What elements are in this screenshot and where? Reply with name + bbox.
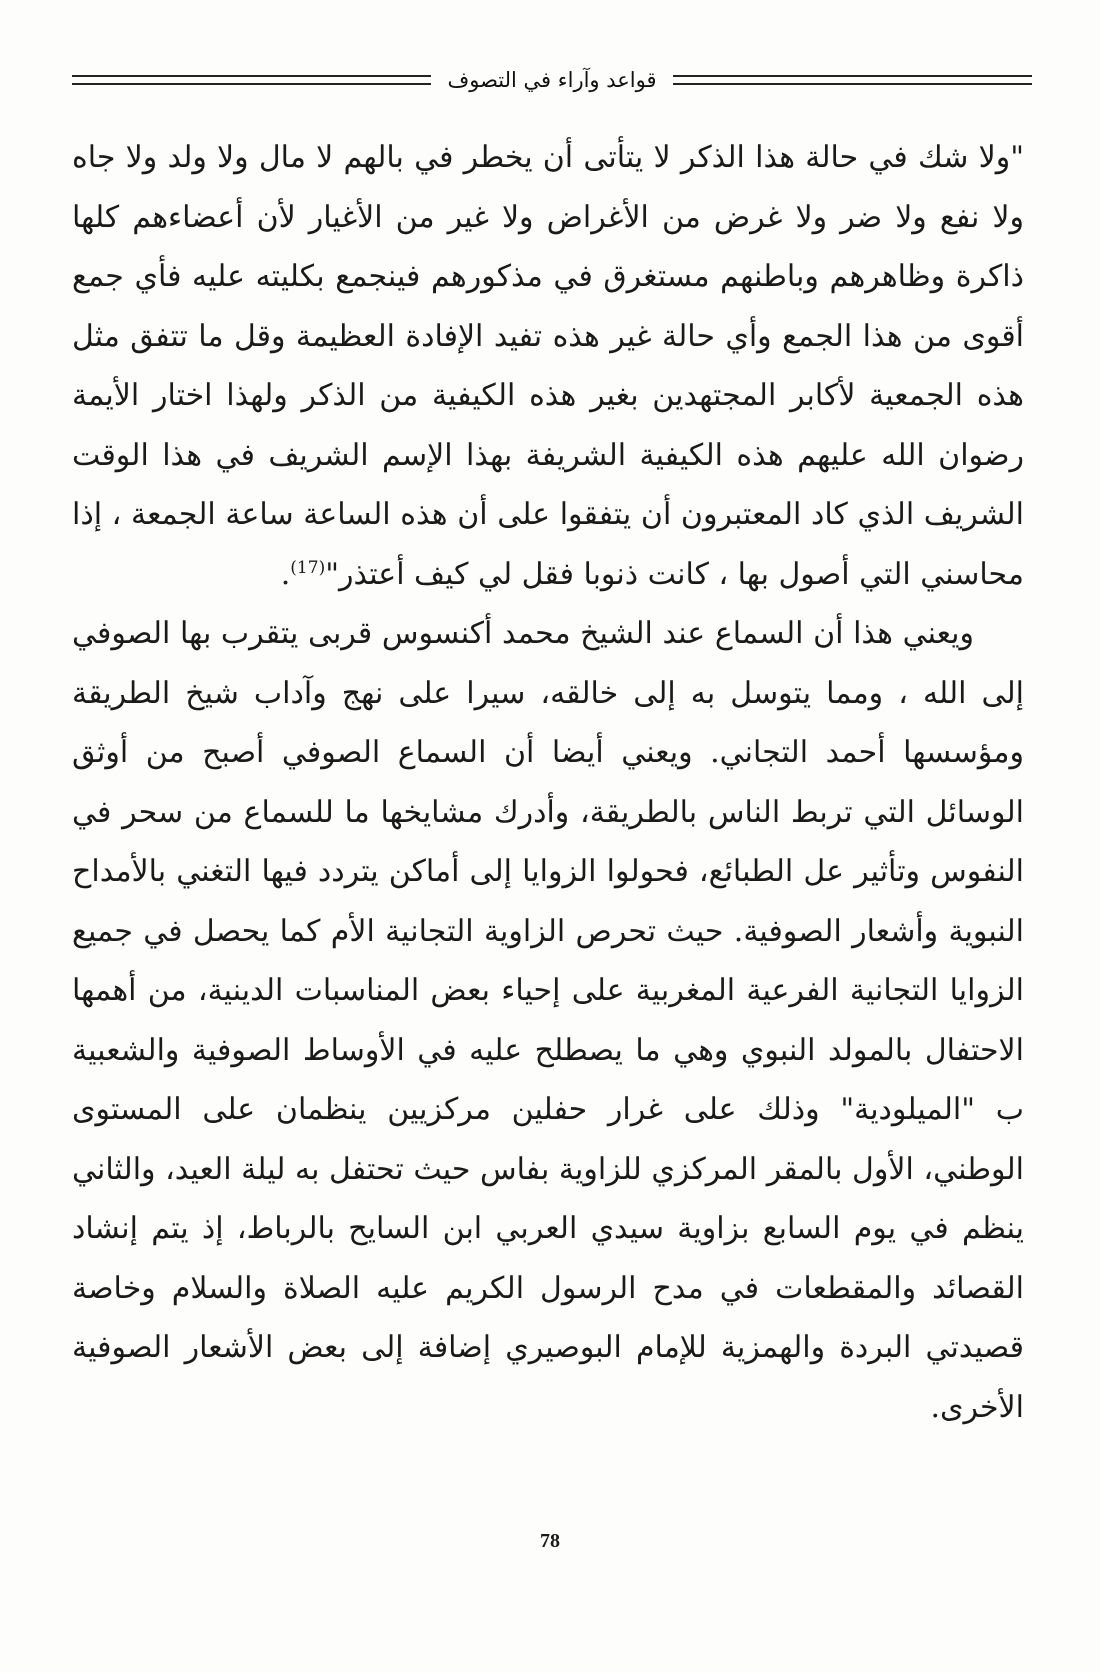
- page-number: 78: [540, 1530, 560, 1552]
- header-title: قواعد وآراء في التصوف: [447, 68, 657, 92]
- paragraph-text: ويعني هذا أن السماع عند الشيخ محمد أكنسوس قربى يتقرب بها الصوفي إلى الله ، ومما يتوسل به إلى خالقه، سيرا على نهج وآداب شيخ الطريقة ومؤسسها أحمد التجاني. ويعني أيضا أن السماع الصوفي أصبح من أوثق الوسائل التي تربط الناس بالطريقة، وأدرك مشايخها ما للسماع من سحر في النفوس وتأثير عل الطبائع، فحولوا الزوايا إلى أماكن يتردد فيها التغني بالأمداح النبوية وأشعار الصوفية. حيث تحرص الزاوية التجانية الأم كما يحصل في جميع الزوايا التجانية الفرعية المغربية على إحياء بعض المناسبات الدينية، من أهمها الاحتفال بالمولد النبوي وهي ما يصطلح عليه في الأوساط الصوفية والشعبية ب "الميلودية" وذلك على غرار حفلين مركزيين ينظمان على المستوى الوطني، الأول بالمقر المركزي للزاوية بفاس حيث تحتفل به ليلة العيد، والثاني ينظم في يوم السابع بزاوية سيدي العربي ابن السايح بالرباط، إذ يتم إنشاد القصائد والمقطعات في مدح الرسول الكريم عليه الصلاة والسلام وخاصة قصيدتي البردة والهمزية للإمام البوصيري إضافة إلى بعض الأشعار الصوفية الأخرى.: [72, 616, 1025, 1425]
- header-rule-left: [72, 75, 431, 85]
- sentence-end: .: [280, 556, 291, 592]
- header-rule-right: [673, 75, 1032, 85]
- body-text: [72, 128, 1024, 1437]
- quoted-paragraph: [72, 128, 1024, 604]
- running-header: [72, 60, 1032, 100]
- paragraph-text: "ولا شك في حالة هذا الذكر لا يتأتى أن يخطر في بالهم لا مال ولا ولد ولا جاه ولا نفع ولا ضر ولا غرض من الأغراض ولا غير من الأغيار لأن أعضاءهم كلها ذاكرة وظاهرهم وباطنهم مستغرق في مذكورهم فينجمع بكليته عليه فأي جمع أقوى من هذا الجمع وأي حالة غير هذه تفيد الإفادة العظيمة وقل ما تتفق مثل هذه الجمعية لأكابر المجتهدين بغير هذه الكيفية من الذكر ولهذا اختار الأيمة رضوان الله عليهم هذه الكيفية الشريفة بهذا الإسم الشريف في هذا الوقت الشريف الذي كاد المعتبرون أن يتفقوا على أن هذه الساعة ساعة الجمعة ، إذا محاسني التي أصول بها ، كانت ذنوبا فقل لي كيف أعتذر": [72, 140, 1024, 592]
- footnote-reference: (17): [290, 557, 326, 578]
- body-paragraph: [72, 604, 1024, 1437]
